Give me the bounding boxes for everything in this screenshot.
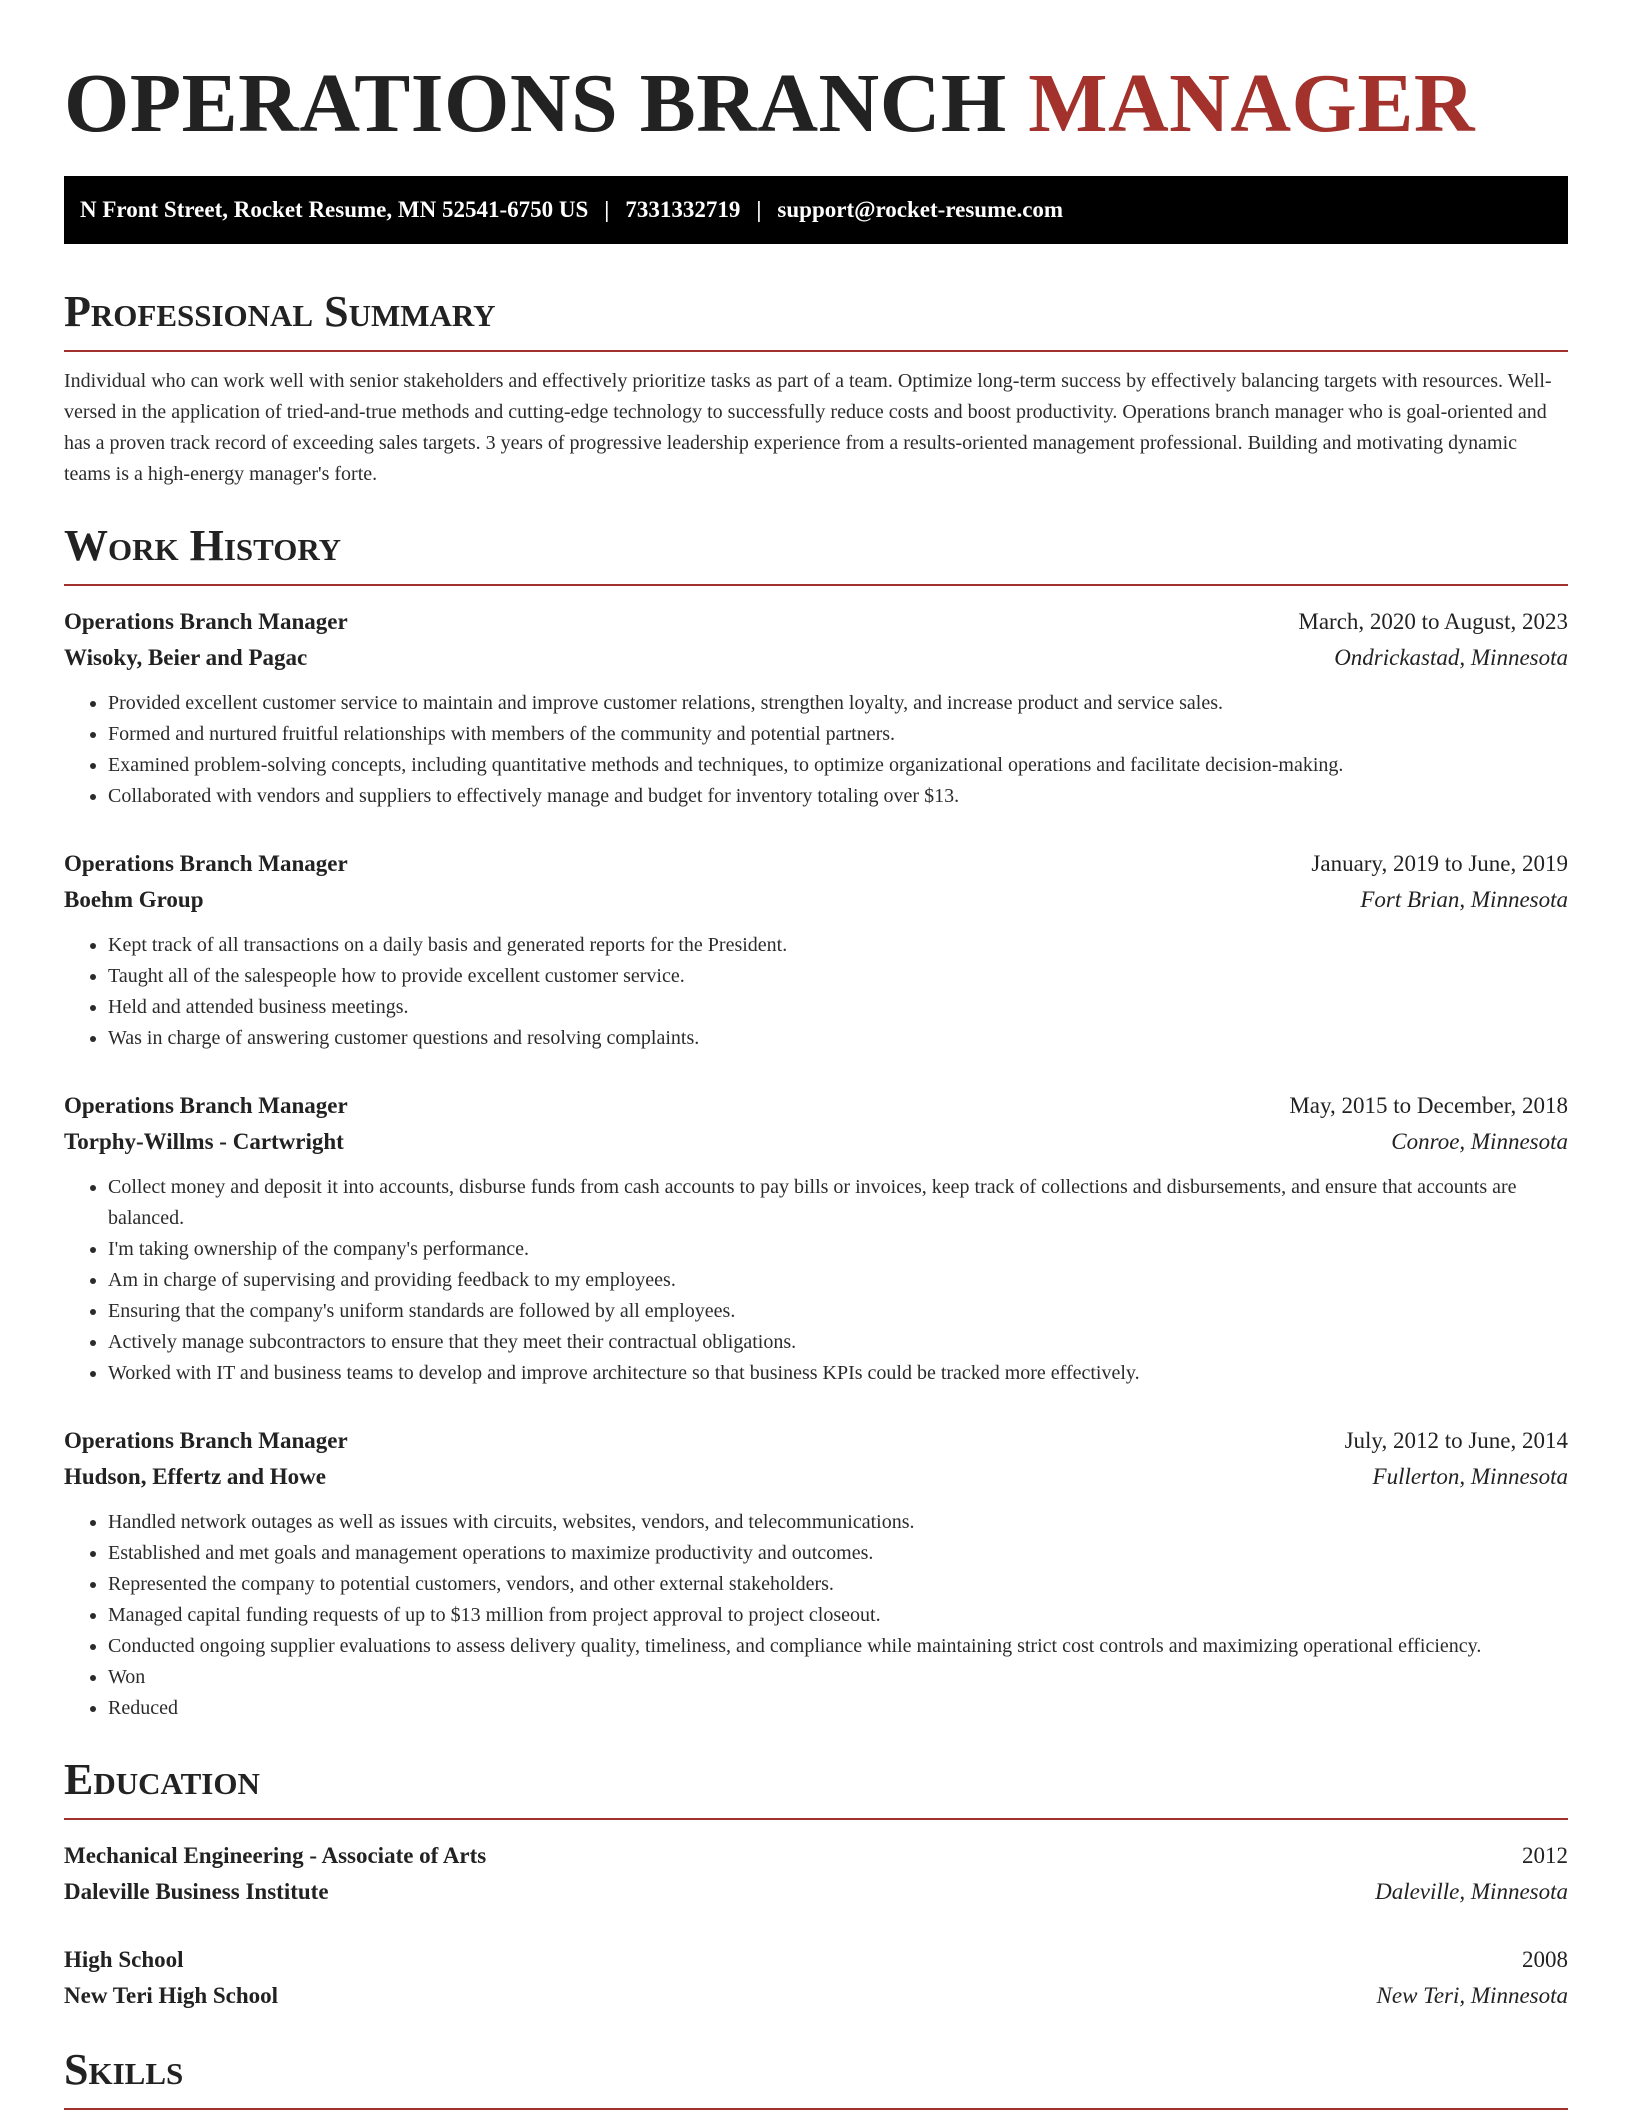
- job-bullet: • Established and met goals and management operations to maximize productivity and outcomes.: [108, 1538, 1568, 1569]
- job-bullet: • Worked with IT and business teams to develop and improve architecture so that business KPIs could be tracked more effectively.: [108, 1358, 1568, 1389]
- job-bullet: • Reduced: [108, 1693, 1568, 1724]
- contact-separator: |: [756, 197, 762, 222]
- job-company: Hudson, Effertz and Howe: [64, 1464, 326, 1489]
- job-entry: [64, 846, 1568, 1054]
- education-entry: [64, 1942, 1568, 2014]
- job-bullet: • Represented the company to potential customers, vendors, and other external stakeholders.: [108, 1569, 1568, 1600]
- education-year: 2012: [1522, 1843, 1568, 1868]
- summary-text: Individual who can work well with senior stakeholders and effectively prioritize tasks as part of a team. Optimize long-term success by effectively balancing targets with resources. Well-versed in the application of tried-and-true methods and cutting-edge technology to successfully reduce costs and boost productivity. Operations branch manager who is goal-oriented and has a proven track record of exceeding sales targets. 3 years of progressive leadership experience from a results-oriented management professional. Building and motivating dynamic teams is a high-energy manager's forte.: [64, 370, 1552, 485]
- job-bullet: • Handled network outages as well as issues with circuits, websites, vendors, and telecommunications.: [108, 1507, 1568, 1538]
- section-title-summary: Professional Summary: [64, 284, 1568, 352]
- job-bullet: • Held and attended business meetings.: [108, 992, 1568, 1023]
- job-entry: [64, 1423, 1568, 1724]
- resume-page: [64, 0, 1568, 2110]
- section-title-education: Education: [64, 1752, 1568, 1820]
- job-role: Operations Branch Manager: [64, 1093, 348, 1118]
- education-location: New Teri, Minnesota: [1376, 1983, 1568, 2008]
- job-bullet: • Collaborated with vendors and suppliers to effectively manage and budget for inventory totaling over $13.: [108, 781, 1568, 812]
- job-bullet: • Managed capital funding requests of up to $13 million from project approval to project closeout.: [108, 1600, 1568, 1631]
- education-degree: High School: [64, 1947, 184, 1972]
- job-dates: May, 2015 to December, 2018: [1289, 1093, 1568, 1118]
- job-dates: January, 2019 to June, 2019: [1311, 851, 1568, 876]
- education-school: Daleville Business Institute: [64, 1879, 329, 1904]
- job-dates: July, 2012 to June, 2014: [1344, 1428, 1568, 1453]
- job-bullet: • Kept track of all transactions on a daily basis and generated reports for the President.: [108, 930, 1568, 961]
- contact-phone: 7331332719: [625, 197, 741, 222]
- job-bullet: • Won: [108, 1662, 1568, 1693]
- job-bullet: • Conducted ongoing supplier evaluations to assess delivery quality, timeliness, and compliance while maintaining strict cost controls and maximizing operational efficiency.: [108, 1631, 1568, 1662]
- job-bullet: • Ensuring that the company's uniform standards are followed by all employees.: [108, 1296, 1568, 1327]
- contact-separator: |: [604, 197, 610, 222]
- job-bullet: • Provided excellent customer service to maintain and improve customer relations, strengthen loyalty, and increase product and service sales.: [108, 688, 1568, 719]
- education-section: [64, 1752, 1568, 2014]
- job-company: Wisoky, Beier and Pagac: [64, 645, 308, 670]
- resume-name-heading: [64, 56, 1568, 152]
- education-entry: [64, 1838, 1568, 1910]
- contact-bar: [64, 176, 1568, 244]
- name-last-part: MANAGER: [1028, 57, 1476, 150]
- job-location: Ondrickastad, Minnesota: [1334, 645, 1568, 670]
- job-bullet: • Examined problem-solving concepts, including quantitative methods and techniques, to optimize organizational operations and facilitate decision-making.: [108, 750, 1568, 781]
- education-location: Daleville, Minnesota: [1375, 1879, 1568, 1904]
- job-bullet: • Collect money and deposit it into accounts, disburse funds from cash accounts to pay bills or invoices, keep track of collections and disbursements, and ensure that accounts are balanced.: [108, 1172, 1568, 1234]
- job-bullet: • Actively manage subcontractors to ensure that they meet their contractual obligations.: [108, 1327, 1568, 1358]
- contact-email: support@rocket-resume.com: [777, 197, 1064, 222]
- job-bullet: • Am in charge of supervising and providing feedback to my employees.: [108, 1265, 1568, 1296]
- job-location: Fort Brian, Minnesota: [1360, 887, 1568, 912]
- skills-section: [64, 2042, 1568, 2110]
- job-bullet: • I'm taking ownership of the company's performance.: [108, 1234, 1568, 1265]
- name-first-part: OPERATIONS BRANCH: [64, 57, 1007, 150]
- job-company: Boehm Group: [64, 887, 204, 912]
- job-location: Conroe, Minnesota: [1391, 1129, 1568, 1154]
- education-year: 2008: [1522, 1947, 1568, 1972]
- section-title-skills: Skills: [64, 2042, 1568, 2110]
- job-bullet: • Formed and nurtured fruitful relationships with members of the community and potential partners.: [108, 719, 1568, 750]
- job-bullet: • Was in charge of answering customer questions and resolving complaints.: [108, 1023, 1568, 1054]
- job-bullet-list: [64, 688, 1568, 812]
- job-bullet-list: [64, 1172, 1568, 1389]
- job-entry: [64, 604, 1568, 812]
- education-degree: Mechanical Engineering - Associate of Arts: [64, 1843, 487, 1868]
- job-bullet-list: [64, 930, 1568, 1054]
- job-location: Fullerton, Minnesota: [1372, 1464, 1568, 1489]
- job-company: Torphy-Willms - Cartwright: [64, 1129, 344, 1154]
- job-role: Operations Branch Manager: [64, 609, 348, 634]
- summary-section: [64, 284, 1568, 490]
- education-school: New Teri High School: [64, 1983, 279, 2008]
- job-role: Operations Branch Manager: [64, 1428, 348, 1453]
- work-history-section: [64, 518, 1568, 1724]
- contact-address: N Front Street, Rocket Resume, MN 52541-6750 US: [80, 197, 589, 222]
- job-bullet-list: [64, 1507, 1568, 1724]
- section-title-work-history: Work History: [64, 518, 1568, 586]
- job-entry: [64, 1088, 1568, 1389]
- job-role: Operations Branch Manager: [64, 851, 348, 876]
- job-dates: March, 2020 to August, 2023: [1298, 609, 1568, 634]
- job-bullet: • Taught all of the salespeople how to provide excellent customer service.: [108, 961, 1568, 992]
